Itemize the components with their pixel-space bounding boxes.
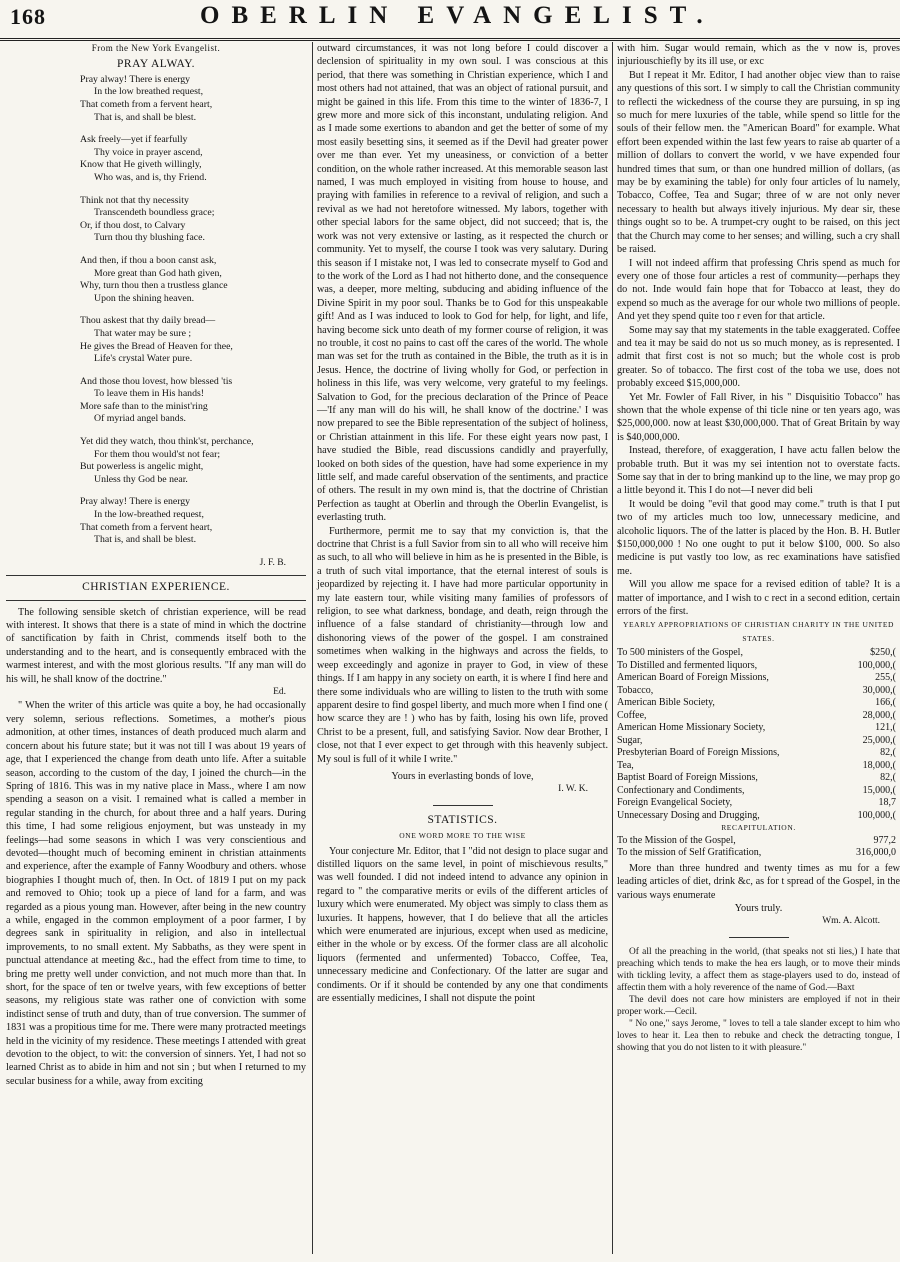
table-row: To the Mission of the Gospel, 977,2: [617, 834, 896, 846]
letter-closing: Yours in everlasting bonds of love,: [391, 770, 534, 782]
poem-line: That is, and shall be blest.: [94, 534, 197, 546]
table-title: YEARLY APPROPRIATIONS OF CHRISTIAN CHARITY IN THE UNITED STATES.: [622, 620, 895, 643]
poem-line: Pray alway! There is energy: [80, 73, 191, 85]
divider: [433, 805, 493, 806]
article-intro: The following sensible sketch of christian experience, will be read with interest. It shows that there is a state of mind in which the doctrine of sanctification by faith in Christ, commends itself both to the understanding and to the heart, and is consequently embraced with the warmest interest, and with the most glorious results. "If any man will do his will, he shall know of the doctrine.": [6, 606, 306, 685]
poem-line: In the low-breathed request,: [94, 509, 204, 521]
stanza: [80, 315, 306, 365]
poem-line: He gives the Bread of Heaven for thee,: [80, 340, 233, 352]
poem-line: Ask freely—yet if fearfully: [80, 134, 188, 146]
table-row: Baptist Board of Foreign Missions, 82,(: [617, 772, 896, 784]
poem-line: Or, if thou dost, to Calvary: [80, 219, 186, 231]
statistics-paragraph: It would be doing "evil that good may come." truth is that I put two of my articles much too low, unnecessary medicine, and alcoholic liquors. The of the latter is placed by the Hon. B. H. Butler $150,000,000 ! No one ought to put it below $100, 000. So also medicine is put vastly too low, as rec examinations have satisfied me.: [617, 498, 900, 577]
statistics-paragraph: Instead, therefore, of exaggeration, I have actu fallen below the probable truth. But it was my sei intention not to overstate facts. Some say that in der to bring mankind up to the line, we may prop go a little beyond it. This I do not—I never did beli: [617, 445, 900, 497]
poem-line: But powerless is angelic might,: [80, 461, 204, 473]
column-3: [612, 42, 900, 1254]
poem-line: Who was, and is, thy Friend.: [94, 171, 207, 183]
stanza: [80, 496, 306, 546]
poem-line: Think not that thy necessity: [80, 194, 189, 206]
table-row: To 500 ministers of the Gospel, $250,(: [617, 647, 896, 659]
quote-baxter: Of all the preaching in the world, (that speaks not sti lies,) I hate that preaching which tends to make the hea ers laugh, or to move their minds with tickling levity, a affect them as stage-players used to do, instead of affectin them with a holy reverence of the name of God.—Baxt: [617, 946, 900, 993]
statistics-paragraph: I will not indeed affirm that professing Chris spend as much for every one of those four articles a rest of community—perhaps they do not. Inde would fain hope that for Tobacco at least, they do expend so much as the average for our whole two millions of people. And yet they spend quite too r even for that article.: [617, 257, 900, 323]
column-2: [312, 42, 608, 1254]
stanza: [80, 255, 306, 305]
table-row: American Bible Society, 166,(: [617, 697, 896, 709]
poem-line: That water may be sure ;: [94, 327, 192, 339]
statistics-paragraph: Some may say that my statements in the table exaggerated. Coffee and tea it may be said do not us so much money, as is represented. I admit that first cost is not so much; but the whole cost is prob greater. So of tobacco. The first cost of the toba we use, does not probably exceed $15,000,000.: [617, 324, 900, 390]
poem-line: And those thou lovest, how blessed 'tis: [80, 375, 233, 387]
table-row: Sugar, 25,000,(: [617, 734, 896, 746]
poem-title: PRAY ALWAY.: [117, 58, 195, 71]
poem-line: Pray alway! There is energy: [80, 496, 191, 508]
page-number: 168: [10, 4, 46, 29]
stanza: [80, 195, 306, 245]
article-title: CHRISTIAN EXPERIENCE.: [82, 581, 230, 594]
poem-line: Why, turn thou then a trustless glance: [80, 280, 228, 292]
statistics-continued: with him. Sugar would remain, which as the v now is, proves injuriouschiefly by its ill use, or exc: [617, 43, 900, 68]
poem-line: That cometh from a fervent heart,: [80, 99, 213, 110]
poem-line: To leave them in His hands!: [94, 388, 205, 400]
letter-closing: Yours truly.: [734, 903, 783, 914]
poem-line: Upon the shining heaven.: [94, 292, 195, 304]
table-row: Foreign Evangelical Society, 18,7: [617, 797, 896, 809]
poem-signature: J. F. B.: [259, 557, 286, 568]
poem-line: Transcendeth boundless grace;: [94, 207, 215, 219]
stanza: [80, 376, 306, 426]
table-row: American Home Missionary Society, 121,(: [617, 722, 896, 734]
poem-line: Know that He giveth willingly,: [80, 159, 202, 171]
editor-signature: Ed.: [273, 687, 286, 698]
article-continued: outward circumstances, it was not long before I could discover a declension of spirituality in my own soul. I was conscious at this period, that there was something in Christian experience, which I and most others had not attained, that was an object of rational pursuit, and might be gained in this life. From this time to the winter of 1836-7, I grew more and more sick of this inconstant, undulating religion. And as I made some exertions to abandon and get the better of some of my most easily besetting sins, it seemed as if the Devil had greater power over me than ever. Yet my uneasiness, or conviction of a better condition, on the whole rather increased. At this memorable season last named, I was much employed in visiting from house to house, and praying with families in reference to a revival of religion, and such a revival as we had not heretofore witnessed. My labors, together with other special labors for the same object, did not succeed; that is, the work was not very extensive or lasting, as it respected the church or community. Yet to myself, the course I took was very salutary. During this season if I mistake not, I was led to consecrate myself to God and to the work of the Lord as I had not hitherto done, and the consequence was, a deeper, more melting, subducing and abiding influence of the Divine Spirit in my poor soul. Thanks be to God for this unspeakable gift! And as I was induced to look to God for help, for light, and life, having become sick unto death of my former course of religion, it was no trouble, it cost no pains to cast off the cares of the world. The whole man was set for the truth as contained in the Bible, the truth as it is in Jesus. Hence, the doctrine of living wholly for God, or perfection in holiness in this life, was very welcome, very grateful to my feelings. Salvation to God, for the precious declaration of the Prince of Peace—'If any man will do his will, he shall know of the doctrine.' I was now prepared to see the Bible representation of the subject of holiness, or Christian attainment in this life. For these eight years now past, I have studied the Bible, read discussions candidly and prayerfully, looked on both sides of the question, have had some experience in my little self, and made careful observation of the sentiments, and practice of others. The result in my own mind is, that the doctrine of Christian Perfection as taught at Oberlin and through the Oberlin Evangelist, is everlasting truth.: [317, 43, 608, 524]
table-row: Presbyterian Board of Foreign Missions, 82,(: [617, 747, 896, 759]
stanza: [80, 74, 306, 124]
table-row: Unnecessary Dosing and Drugging, 100,000,(: [617, 809, 896, 821]
statistics-conclusion: More than three hundred and twenty times as mu for a few leading articles of diet, drink &c, as for t spread of the Gospel, in the various ways enumerate: [617, 862, 900, 901]
poem-line: That cometh from a fervent heart,: [80, 521, 213, 533]
statistics-paragraph: Will you allow me space for a revised edition of table? It is a matter of importance, and I wish to c rect in a second edition, certain errors of the first.: [617, 579, 900, 618]
article-body: " When the writer of this article was quite a boy, he had occasionally very solemn, serious reflections. Sometimes, a mother's pious admonition, at other times, instances of death produced much alarm and concern about his future state; but it was not till I was about 19 years of age, that I experienced the change from death unto life. After a suitable season, according to the custom of the day, I joined the church—in the Spring of 1816. This was in my native place in Mass., where I am now spending a season on a visit. I remained what is called a member in regular standing in the church, for about three and a half years. During this time, I had some religious enjoyment, but was unsteady in my feelings—had some seasons in which I was very conscientious and devoted—thought much of becoming eminent in christian attainments and experience, after the example of Fanny Woodbury and others. whose biographies I thought much of, then. In Oct. of 1819 I put on my pack and removed to Ohio; took up a piece of land for a farm, and was regarded as a pious young man. However, after being in the new country a while, engaged in the common employment of a poor farmer, I by degrees sank in spirituality in religion, and also in intellectual improvements, to no small extent. My Sabbaths, as they were spent in punctual attendance at meeting &c., had the effect from time to time, to bring me pretty well under conviction, and not much more than that. In short, for the space of ten or twelve years, with few exceptions of better seasons, my religious state was rather one of conviction with some indistinct sense of truth and duty, than of true conversion. The summer of 1831 was a propitious time for me. There were many protracted meetings held in the vicinity of my residence. These meetings I attended with great devotion to the object, to wit: the conversion of sinners. Yet, I had not so learned Christ as to abide in him and not sin ; but when I returned to my secular business for a while, away from exciting: [6, 700, 306, 1087]
table-row: Tobacco, 30,000,(: [617, 684, 896, 696]
quote-jerome: " No one," says Jerome, " loves to tell a tale slander except to him who loves to hear it. Lea then to rebuke and check the detracting tongue, I showing that you do not listen to it with pleasure.": [617, 1018, 900, 1053]
poem-line: Unless thy God be near.: [94, 473, 188, 485]
poem-line: Turn thou thy blushing face.: [94, 232, 205, 244]
divider: [729, 937, 789, 938]
poem-line: Thou askest that thy daily bread—: [80, 315, 216, 327]
statistics-paragraph: Yet Mr. Fowler of Fall River, in his " Disquisitio Tobacco" has shown that the whole expense of thi ticle nine or ten years ago, was $25,000,000. now at least $30,000,000. That of Great Britain by way is $40,000,000.: [617, 391, 900, 443]
poem-line: More great than God hath given,: [94, 267, 222, 279]
recap-title: RECAPITULATION.: [721, 823, 796, 833]
divider: [6, 600, 306, 601]
letter-signature: I. W. K.: [558, 784, 588, 795]
table-row: American Board of Foreign Missions, 255,(: [617, 672, 896, 684]
poem-line: In the low breathed request,: [94, 86, 204, 98]
statistics-paragraph: Your conjecture Mr. Editor, that I "did not design to place sugar and distilled liquors on the same level, in point of mischievous results," was well founded. I did not indeed intend to advance any opinion in regard to " the comparative merits or evils of the different articles of luxury which were enumerated. My object was simply to class them as luxuries. It happens, however, that I do believe that all the articles which were enumerated are injurious, except when used as medicine, either in the whole or by excess. Of the former class are all alcoholic liquors (fermented and unfermented) Tobacco, Coffee, Tea, unnecessary medicine and Confectionary. Of the latter are sugar and condiments. Or if it should be contended by any one that condiments are essentially medicines, I shall not dispute the point: [317, 845, 608, 1005]
table-row: To the mission of Self Gratification, 316,000,0: [617, 847, 896, 859]
stanza: [80, 436, 306, 486]
table-row: Confectionary and Condiments, 15,000,(: [617, 784, 896, 796]
statistics-paragraph: But I repeat it Mr. Editor, I had another objec view than to raise any questions of this sort. I w simply to call the Christian community to reflecti the wickedness of the course they are pursuing, in sp ing so much for mere luxuries of the table, while spend so little for the souls of their fellow men. the "American Board" for example. What effort been expended within the last few years to raise ab quarter of a million of dollars to convert the world, v we have expended four hundred times that sum, or than one hundred million of dollars, (as may be by examining the table) for only four articles of lu namely, Tobacco, Coffee, Tea and Sugar; three of w are not only never necessary to health but always itively injurious. My dear sir, these things ought so to be. A trumpet-cry ought to be raised, on this ject that the Church may come to her senses; and willing, such a cry shall be raised.: [617, 69, 900, 256]
letter-signature: Wm. A. Alcott.: [822, 916, 880, 927]
newspaper-title: OBERLIN EVANGELIST.: [200, 2, 715, 29]
masthead: [0, 0, 900, 41]
poem-line: Life's crystal Water pure.: [94, 353, 193, 365]
poem-source: From the New York Evangelist.: [91, 43, 221, 53]
divider: [6, 575, 306, 576]
article-paragraph: Furthermore, permit me to say that my conviction is, that the doctrine that Christ is a full Savior from sin to all who will receive him as such, to all who will believe in him as he is presented in the Bible, is a truth of such vital importance, that the eternal interest of souls is jeopardized by rejecting it. I have had more particular opportunity in my late eastern tour, while visiting many families of professors of religion, to see what darkness, bondage, and death, reign through the influence of a false standard of christianity—through low and dishonoring views of the power of the gospel. I am constrained sometimes when walking in the highways and across the fields, to weep exceedingly and agonize in prayer to God, in view of these things. If I am happy in any society on earth, it is where I find here and there some individuals who are willing to listen to the truth with some apparent desire to find gospel liberty, and much more when I find one ( how scarce they are ! ) who has by faith, losing his own life, proved Christ to be a present, full, and satisfying Savior. Now dear Brother, I close, not that I ever expect to get through with this heavenly subject. My soul is full of it while I write.": [317, 525, 608, 765]
poem-line: Of myriad angel bands.: [94, 413, 186, 425]
poem-line: Yet did they watch, thou think'st, perchance,: [80, 436, 254, 448]
poem-line: That is, and shall be blest.: [94, 111, 197, 123]
appropriations-table: [617, 647, 900, 860]
poem: [80, 74, 306, 547]
statistics-subtitle: ONE WORD MORE TO THE WISE: [399, 831, 526, 841]
table-row: Coffee, 28,000,(: [617, 709, 896, 721]
quote-cecil: The devil does not care how ministers are employed if not in their proper work.—Cecil.: [617, 994, 900, 1017]
statistics-title: STATISTICS.: [427, 813, 498, 826]
poem-line: And then, if thou a boon canst ask,: [80, 254, 217, 266]
table-row: To Distilled and fermented liquors, 100,000,(: [617, 659, 896, 671]
poem-line: Thy voice in prayer ascend,: [94, 146, 203, 158]
column-1: [6, 42, 306, 1254]
poem-line: For them thou would'st not fear;: [94, 448, 221, 460]
stanza: [80, 134, 306, 184]
poem-line: More safe than to the minist'ring: [80, 400, 208, 412]
table-row: Tea, 18,000,(: [617, 759, 896, 771]
